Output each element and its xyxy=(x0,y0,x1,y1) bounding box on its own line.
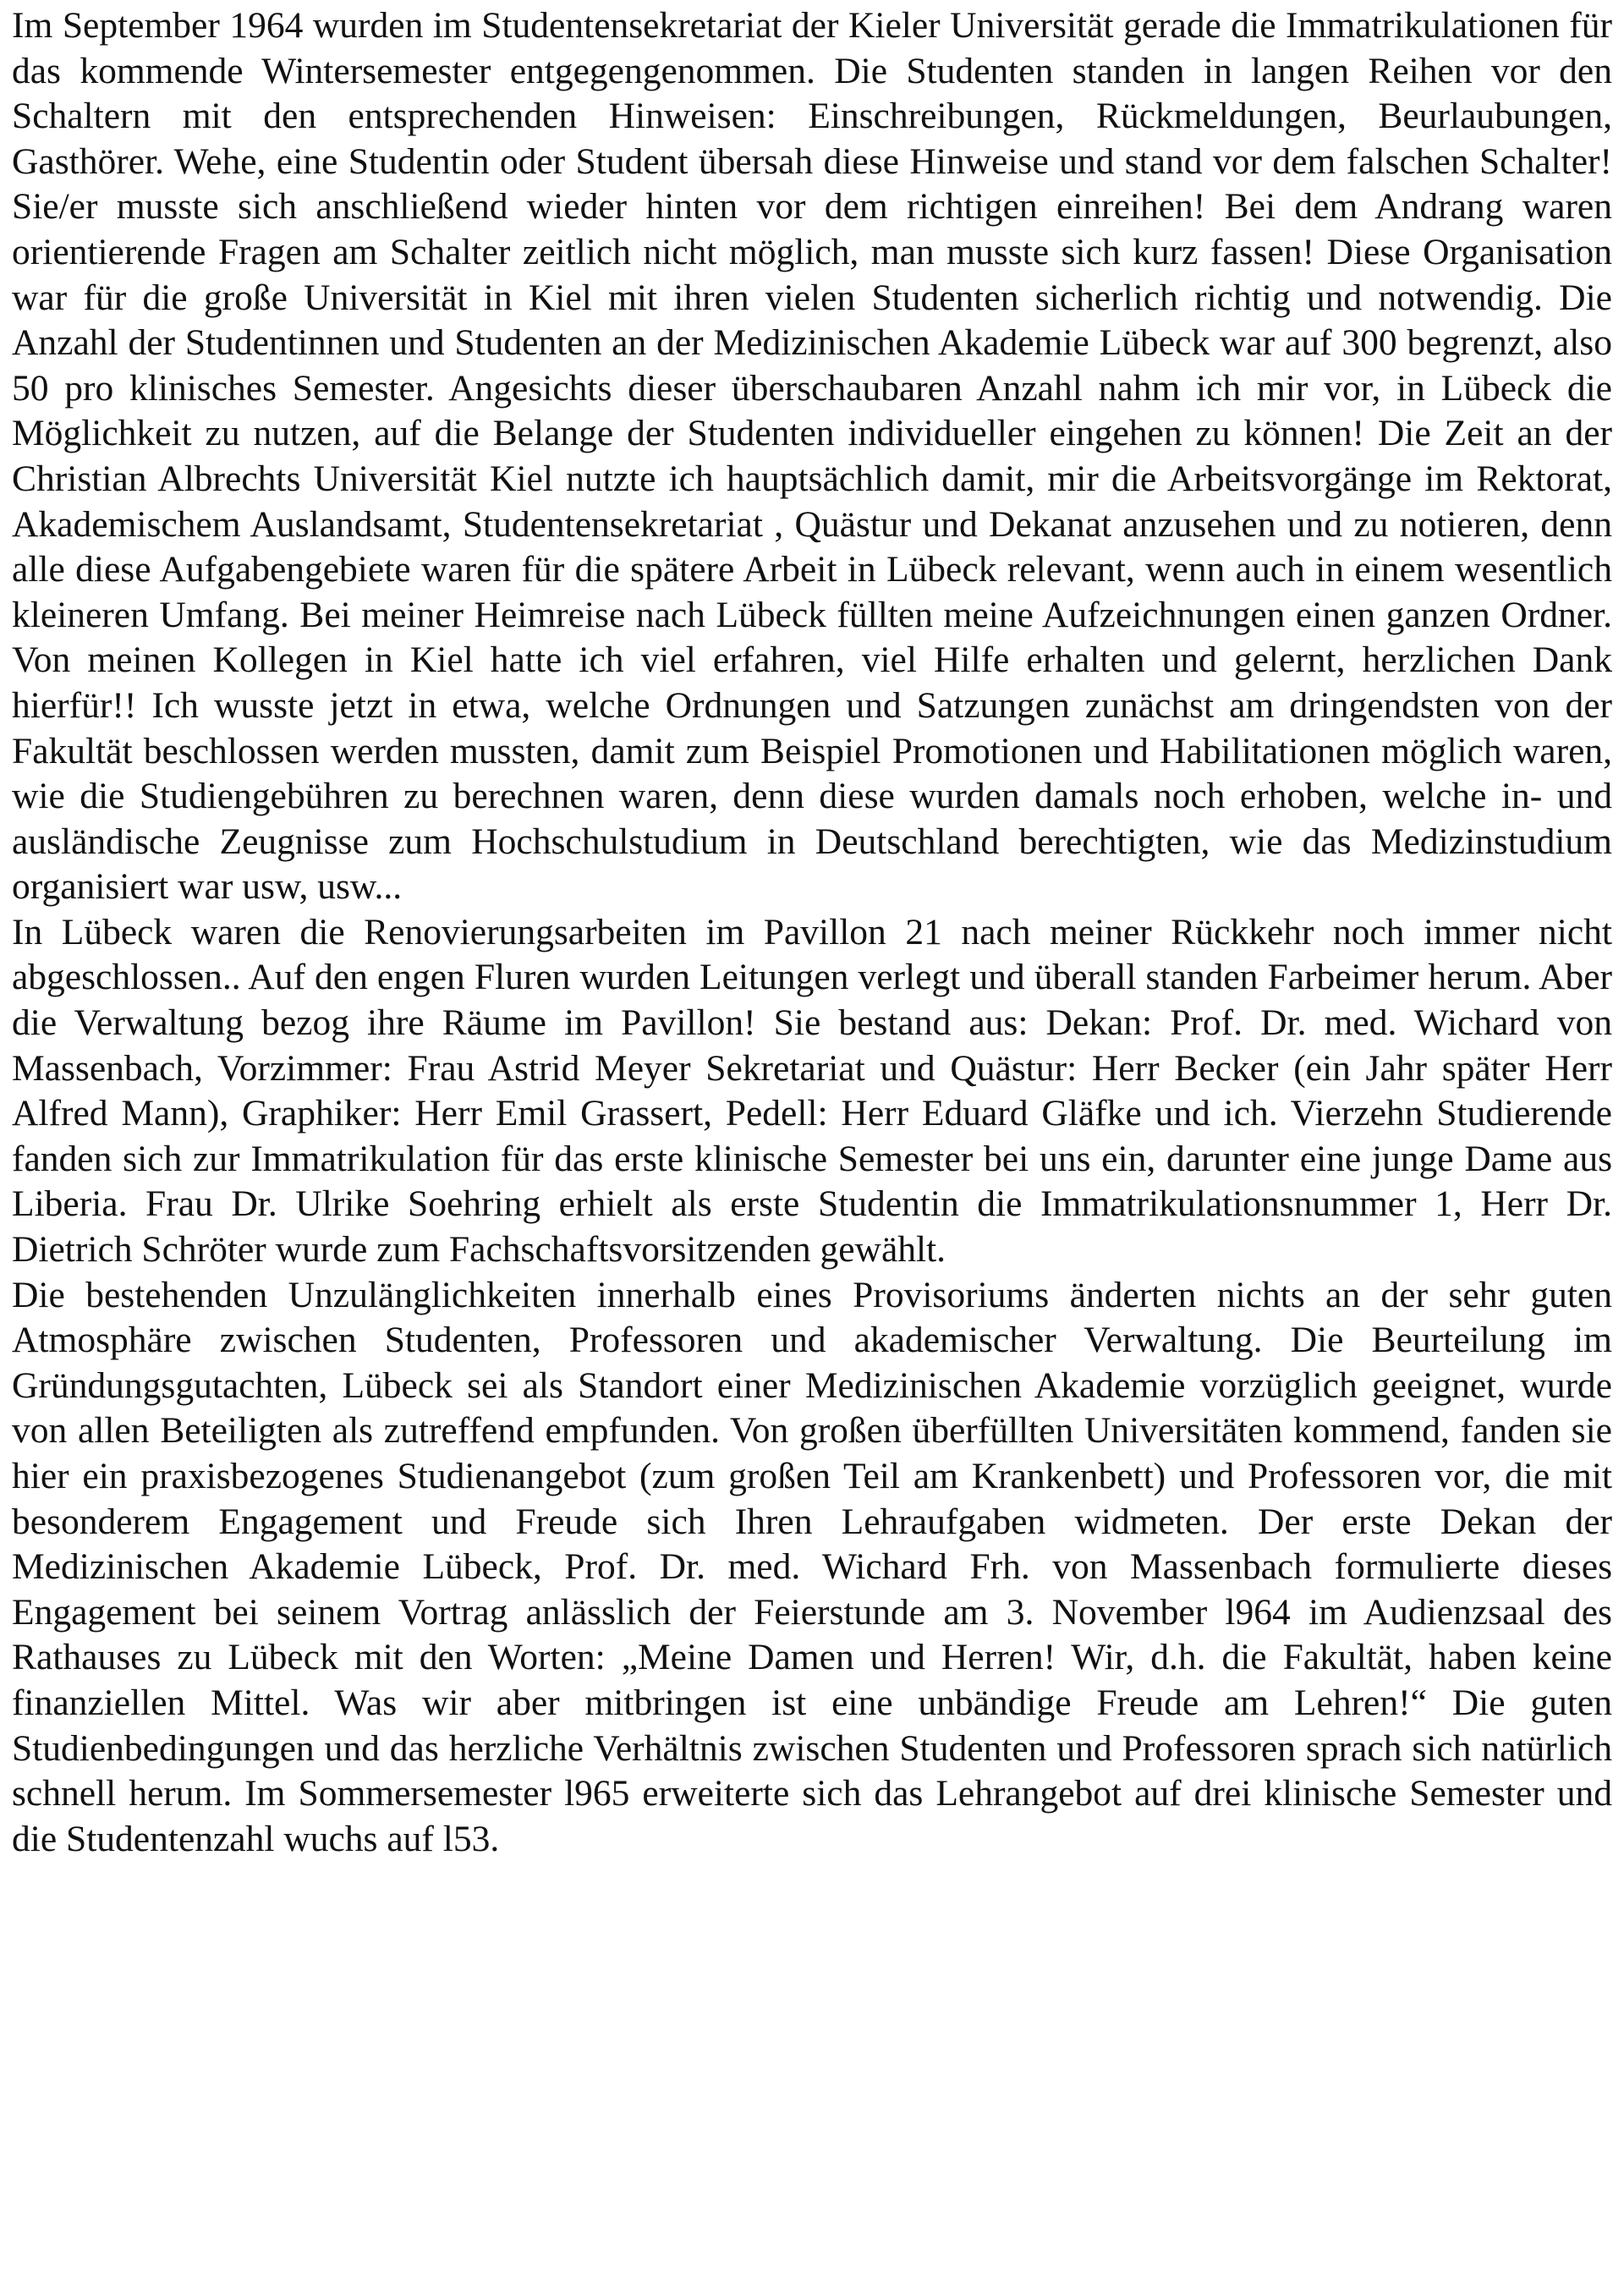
document-page xyxy=(12,3,1612,1862)
paragraph-atmosphaere: Die bestehenden Unzulänglichkeiten innerhalb eines Provisoriums änderten nichts an der sehr guten Atmosphäre zwischen Studenten, Professoren und akademischer Verwaltung. Die Beurteilung im Gründungsgutachten, Lübeck sei als Standort einer Medizinischen Akademie vorzüglich geeignet, wurde von allen Beteiligten als zutreffend empfunden. Von großen überfüllten Universitäten kommend, fanden sie hier ein praxisbezogenes Studienangebot (zum großen Teil am Krankenbett) und Professoren vor, die mit besonderem Engagement und Freude sich Ihren Lehraufgaben widmeten. Der erste Dekan der Medizinischen Akademie Lübeck, Prof. Dr. med. Wichard Frh. von Massenbach formulierte dieses Engagement bei seinem Vortrag anlässlich der Feierstunde am 3. November l964 im Audienzsaal des Rathauses zu Lübeck mit den Worten: „Meine Damen und Herren! Wir, d.h. die Fakultät, haben keine finanziellen Mittel. Was wir aber mitbringen ist eine unbändige Freude am Lehren!“ Die guten Studienbedingungen und das herzliche Verhältnis zwischen Studenten und Professoren sprach sich natürlich schnell herum. Im Sommersemester l965 erweiterte sich das Lehrangebot auf drei klinische Semester und die Studentenzahl wuchs auf l53. xyxy=(12,1274,1612,1859)
paragraph-immatrikulation-kiel: Im September 1964 wurden im Studentensekretariat der Kieler Universität gerade die Immatrikulationen für das kommende Wintersemester entgegengenommen. Die Studenten standen in langen Reihen vor den Schaltern mit den entsprechenden Hinweisen: Einschreibungen, Rückmeldungen, Beurlaubungen, Gasthörer. Wehe, eine Studentin oder Student übersah diese Hinweise und stand vor dem falschen Schalter! Sie/er musste sich anschließend wieder hinten vor dem richtigen einreihen! Bei dem Andrang waren orientierende Fragen am Schalter zeitlich nicht möglich, man musste sich kurz fassen! Diese Organisation war für die große Universität in Kiel mit ihren vielen Studenten sicherlich richtig und notwendig. Die Anzahl der Studentinnen und Studenten an der Medizinischen Akademie Lübeck war auf 300 begrenzt, also 50 pro klinisches Semester. Angesichts dieser überschaubaren Anzahl nahm ich mir vor, in Lübeck die Möglichkeit zu nutzen, auf die Belange der Studenten individueller eingehen zu können! Die Zeit an der Christian Albrechts Universität Kiel nutzte ich hauptsächlich damit, mir die Arbeitsvorgänge im Rektorat, Akademischem Auslandsamt, Studentensekretariat , Quästur und Dekanat anzusehen und zu notieren, denn alle diese Aufgabengebiete waren für die spätere Arbeit in Lübeck relevant, wenn auch in einem wesentlich kleineren Umfang. Bei meiner Heimreise nach Lübeck füllten meine Aufzeichnungen einen ganzen Ordner. Von meinen Kollegen in Kiel hatte ich viel erfahren, viel Hilfe erhalten und gelernt, herzlichen Dank hierfür!! Ich wusste jetzt in etwa, welche Ordnungen und Satzungen zunächst am dringendsten von der Fakultät beschlossen werden mussten, damit zum Beispiel Promotionen und Habilitationen möglich waren, wie die Studiengebühren zu berechnen waren, denn diese wurden damals noch erhoben, welche in- und ausländische Zeugnisse zum Hochschulstudium in Deutschland berechtigten, wie das Medizinstudium organisiert war usw, usw... xyxy=(12,5,1612,908)
paragraph-pavillon-21: In Lübeck waren die Renovierungsarbeiten im Pavillon 21 nach meiner Rückkehr noch immer nicht abgeschlossen.. Auf den engen Fluren wurden Leitungen verlegt und überall standen Farbeimer herum. Aber die Verwaltung bezog ihre Räume im Pavillon! Sie bestand aus: Dekan: Prof. Dr. med. Wichard von Massenbach, Vorzimmer: Frau Astrid Meyer Sekretariat und Quästur: Herr Becker (ein Jahr später Herr Alfred Mann), Graphiker: Herr Emil Grassert, Pedell: Herr Eduard Gläfke und ich. Vierzehn Studierende fanden sich zur Immatrikulation für das erste klinische Semester bei uns ein, darunter eine junge Dame aus Liberia. Frau Dr. Ulrike Soehring erhielt als erste Studentin die Immatrikulationsnummer 1, Herr Dr. Dietrich Schröter wurde zum Fachschaftsvorsitzenden gewählt. xyxy=(12,911,1612,1271)
